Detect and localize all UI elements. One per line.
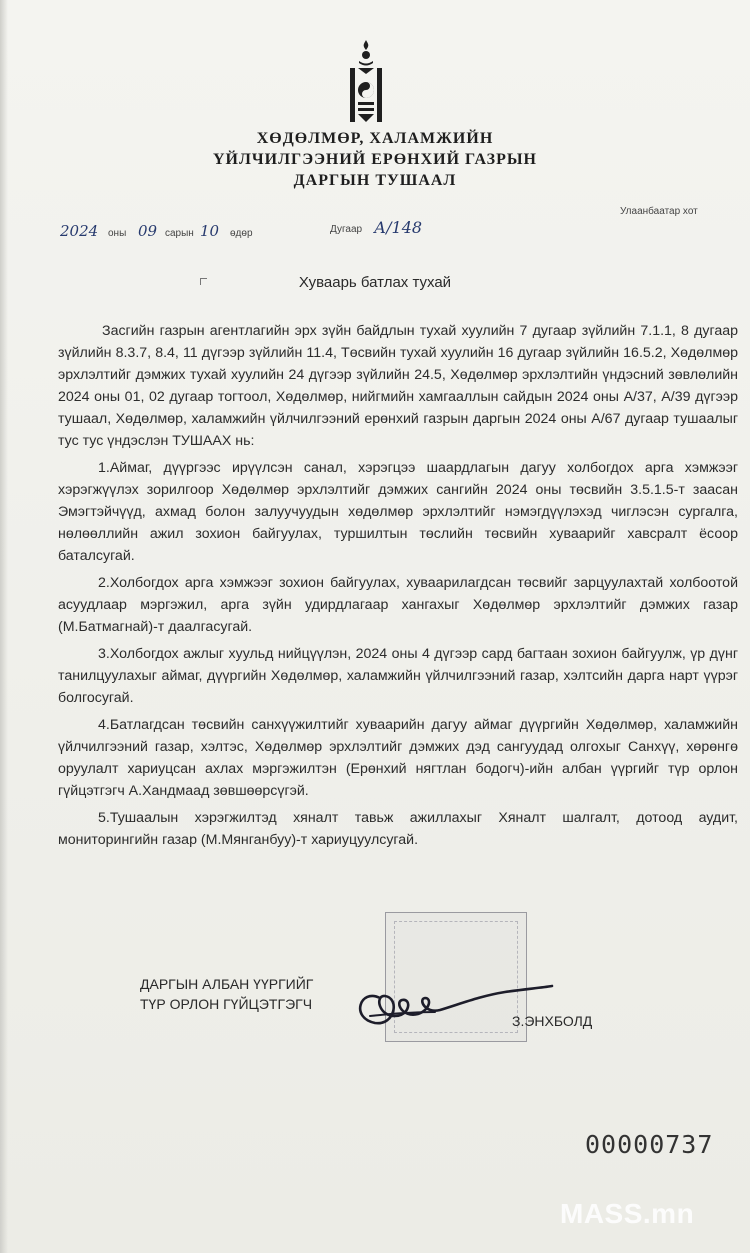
signatory-title-line-1: ДАРГЫН АЛБАН ҮҮРГИЙГ: [140, 976, 314, 992]
header-line-2: ҮЙЛЧИЛГЭЭНИЙ ЕРӨНХИЙ ГАЗРЫН: [213, 151, 537, 168]
document-body: [58, 320, 738, 856]
serial-number: 00000737: [585, 1130, 714, 1159]
body-paragraph-4: 4.Батлагдсан төсвийн санхүүжилтийг хуваарийн дагуу аймаг дүүргийн Хөдөлмөр, халамжийн үйлчилгээний газар, хэлтэс, Хөдөлмөр эрхлэлтийг дэмжих дэд сангуудад олгохыг Санхүү, хөрөнгө оруулалт хариуцсан ахлах мэргэжилтэн (Ерөнхий нягтлан бодогч)-ийн албан үүргийг түр орлон гүйцэтгэгч А.Хандмаад зөвшөөрсүгэй.: [58, 717, 738, 799]
header-line-3: ДАРГЫН ТУШААЛ: [293, 172, 457, 189]
date-month: 09: [138, 222, 158, 240]
order-number: А/148: [374, 218, 423, 237]
date-day-label: өдөр: [230, 228, 253, 239]
signatory-title-line-2: ТҮР ОРЛОН ГҮЙЦЭТГЭГЧ: [140, 996, 313, 1012]
document-header: [0, 128, 750, 191]
body-paragraph-preamble: Засгийн газрын агентлагийн эрх зүйн байдлын тухай хуулийн 7 дугаар зүйлийн 7.1.1, 8 дугаар зүйлийн 8.3.7, 8.4, 11 дүгээр зүйлийн 11.4, Төсвийн тухай хуулийн 16 дугаар зүйлийн 16.5.2, Хөдөлмөр эрхлэлтийг дэмжих тухай хуулийн 24 дүгээр зүйлийн 24.5, Хөдөлмөр эрхлэлтийн үндэсний зөвлөлийн 2024 оны 01, 02 дугаар тогтоол, Хөдөлмөр, нийгмийн хамгааллын сайдын 2024 оны А/37, А/39 дүгээр тушаал, Хөдөлмөр, халамжийн үйлчилгээний ерөнхий газрын даргын 2024 оны А/67 дугаар тушаалыг тус тус үндэслэн ТУШААХ нь:: [58, 323, 738, 449]
state-emblem-icon: [344, 38, 388, 126]
document-topic: Хуваарь батлах тухай: [298, 274, 452, 291]
header-line-1: ХӨДӨЛМӨР, ХАЛАМЖИЙН: [256, 130, 494, 147]
body-paragraph-1: 1.Аймаг, дүүргээс ирүүлсэн санал, хэрэгцээ шаардлагын дагуу холбогдох арга хэмжээг хэрэгжүүлэх зорилгоор Хөдөлмөр эрхлэлтийг дэмжих сангийн 2024 оны төсвийн 3.5.1.5-т заасан Эмэгтэйчүүд, ахмад болон залуучуудын хөдөлмөр эрхлэлтийг нэмэгдүүлэхэд чиглэсэн сургалга, нөлөөллийн ажил зохион байгуулах, туршилтын төслийн төсвийн хуваарийг хавсралт ёсоор баталсугай.: [58, 460, 738, 564]
site-watermark: MASS.mn: [560, 1198, 695, 1229]
signatory-title: [140, 974, 313, 1014]
date-year-label: оны: [108, 228, 127, 239]
body-paragraph-2: 2.Холбогдох арга хэмжээг зохион байгуулах, хуваарилагдсан төсвийг зарцуулахтай холбоотой асуудлаар мэргэжил, арга зүйн удирдлагаар хангахыг Хөдөлмөр эрхлэлтийг дэмжих газар (М.Батмагнай)-т даалгасугай.: [58, 575, 738, 635]
document-meta-row: [60, 206, 720, 248]
date-month-label: сарын: [165, 228, 194, 239]
date-day: 10: [200, 222, 220, 240]
date-year: 2024: [60, 222, 99, 240]
signatory-name: З.ЭНХБОЛД: [512, 1013, 593, 1029]
body-paragraph-3: 3.Холбогдох ажлыг хуульд нийцүүлэн, 2024 оны 4 дүгээр сард багтаан зохион байгуулж, үр дүнг танилцуулахыг аймаг, дүүргийн Хөдөлмөр, халамжийн үйлчилгээний газар, хэлтсийн дарга нарт үүрэг болгосугай.: [58, 646, 738, 706]
issue-place: Улаанбаатар хот: [620, 206, 698, 217]
number-label: Дугаар: [330, 224, 363, 235]
body-paragraph-5: 5.Тушаалын хэрэгжилтэд хяналт тавьж ажиллахыг Хяналт шалгалт, дотоод аудит, мониторингийн газар (М.Мянганбуу)-т хариуцуулсугай.: [58, 810, 738, 848]
